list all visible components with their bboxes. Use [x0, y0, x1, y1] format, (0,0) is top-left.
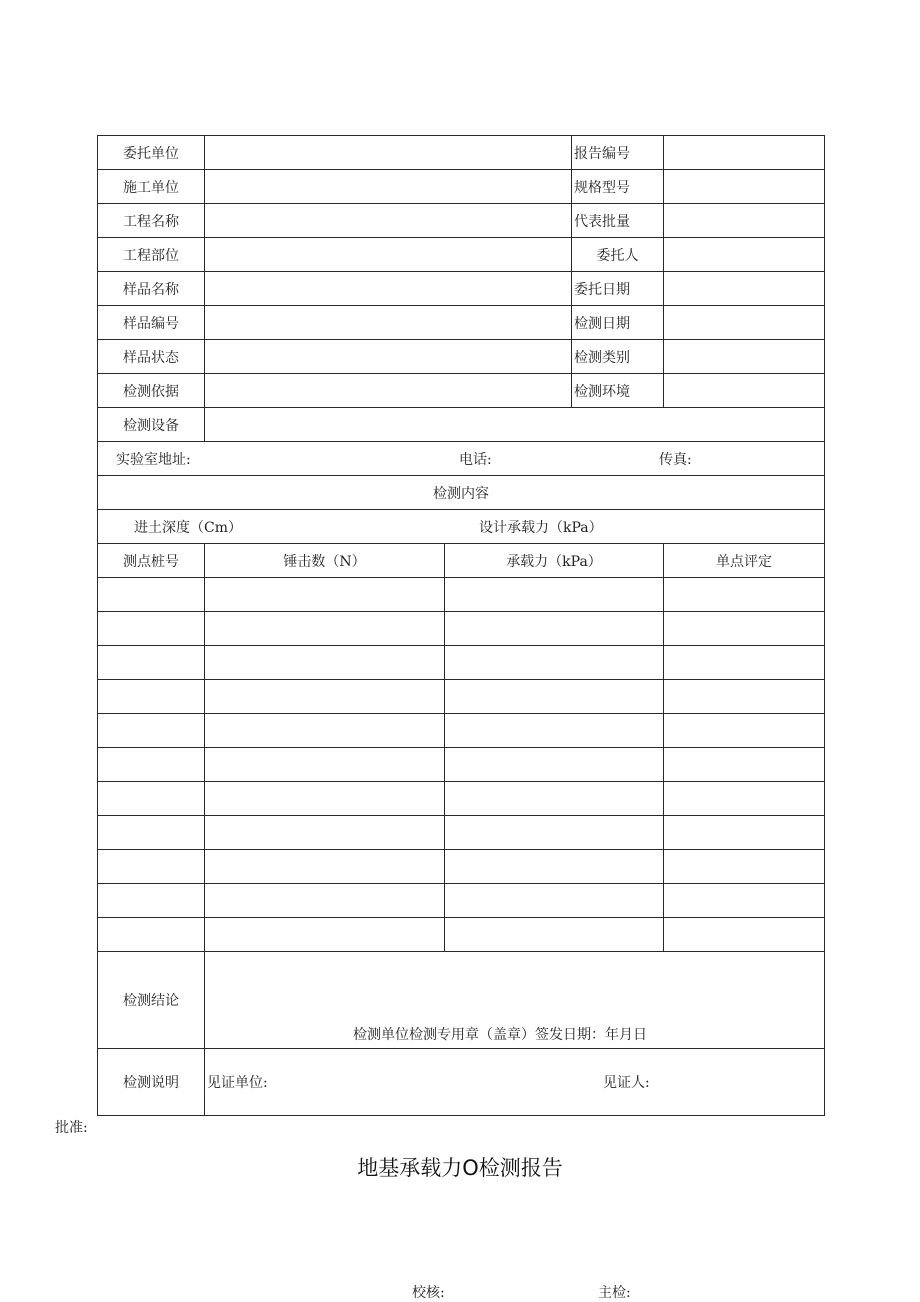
bearing-capacity-cell[interactable]	[445, 612, 664, 646]
table-row	[98, 918, 825, 952]
chief-label: 主检:	[598, 1285, 631, 1301]
content-title: 检测内容	[98, 476, 825, 510]
info-value-field[interactable]	[205, 204, 572, 238]
equipment-label: 检测设备	[98, 408, 205, 442]
blow-count-cell[interactable]	[205, 782, 445, 816]
info-row	[98, 170, 825, 204]
document-title: 地基承载力O检测报告	[357, 1156, 563, 1180]
info-value-field[interactable]	[205, 306, 572, 340]
info-value-field[interactable]	[205, 374, 572, 408]
point-number-cell[interactable]	[98, 816, 205, 850]
table-row	[98, 782, 825, 816]
table-row	[98, 680, 825, 714]
equipment-value-field[interactable]	[205, 408, 825, 442]
info-label: 检测依据	[98, 374, 205, 408]
evaluation-cell[interactable]	[664, 850, 825, 884]
info-value-field[interactable]	[205, 340, 572, 374]
remarks-label: 检测说明	[98, 1049, 205, 1116]
remarks-field[interactable]	[205, 1049, 825, 1116]
info-label: 样品名称	[98, 272, 205, 306]
info-row	[98, 374, 825, 408]
column-header: 单点评定	[664, 544, 825, 578]
bearing-capacity-cell[interactable]	[445, 646, 664, 680]
info-value-field[interactable]	[664, 238, 825, 272]
column-header: 锤击数（N）	[205, 544, 445, 578]
blow-count-cell[interactable]	[205, 748, 445, 782]
witness-person-label: 见证人:	[603, 1075, 650, 1091]
bearing-capacity-cell[interactable]	[445, 748, 664, 782]
info-label: 报告编号	[572, 136, 664, 170]
bearing-capacity-cell[interactable]	[445, 850, 664, 884]
lab-address-label: 实验室地址:	[116, 451, 191, 468]
info-label: 样品编号	[98, 306, 205, 340]
column-header-row	[98, 544, 825, 578]
blow-count-cell[interactable]	[205, 884, 445, 918]
info-row	[98, 204, 825, 238]
column-header: 承载力（kPa）	[445, 544, 664, 578]
lab-phone-label: 电话:	[459, 451, 492, 468]
info-label: 规格型号	[572, 170, 664, 204]
evaluation-cell[interactable]	[664, 748, 825, 782]
review-label: 校核:	[412, 1285, 445, 1301]
table-row	[98, 884, 825, 918]
info-value-field[interactable]	[664, 340, 825, 374]
bearing-capacity-cell[interactable]	[445, 578, 664, 612]
lab-info-cell	[98, 442, 825, 476]
table-row	[98, 646, 825, 680]
evaluation-cell[interactable]	[664, 612, 825, 646]
depth-label: 进土深度（Cm）	[134, 519, 242, 536]
info-label: 委托人	[572, 238, 664, 272]
info-value-field[interactable]	[664, 170, 825, 204]
depth-row	[98, 510, 825, 544]
design-capacity-label: 设计承载力（kPa）	[479, 519, 603, 536]
info-label: 检测日期	[572, 306, 664, 340]
content-title-row	[98, 476, 825, 510]
info-label: 代表批量	[572, 204, 664, 238]
info-label: 委托单位	[98, 136, 205, 170]
info-value-field[interactable]	[205, 238, 572, 272]
table-row	[98, 578, 825, 612]
lab-fax-label: 传真:	[659, 451, 692, 468]
info-value-field[interactable]	[664, 136, 825, 170]
info-value-field[interactable]	[205, 170, 572, 204]
point-number-cell[interactable]	[98, 748, 205, 782]
info-value-field[interactable]	[664, 204, 825, 238]
info-row	[98, 340, 825, 374]
blow-count-cell[interactable]	[205, 612, 445, 646]
evaluation-cell[interactable]	[664, 578, 825, 612]
evaluation-cell[interactable]	[664, 714, 825, 748]
table-row	[98, 714, 825, 748]
blow-count-cell[interactable]	[205, 680, 445, 714]
point-number-cell[interactable]	[98, 612, 205, 646]
info-row	[98, 272, 825, 306]
info-value-field[interactable]	[664, 374, 825, 408]
bearing-capacity-cell[interactable]	[445, 714, 664, 748]
table-row	[98, 612, 825, 646]
data-rows	[98, 578, 825, 952]
point-number-cell[interactable]	[98, 782, 205, 816]
evaluation-cell[interactable]	[664, 646, 825, 680]
equipment-row	[98, 408, 825, 442]
evaluation-cell[interactable]	[664, 816, 825, 850]
conclusion-row	[98, 952, 825, 1049]
conclusion-field[interactable]	[205, 952, 825, 1049]
point-number-cell[interactable]	[98, 578, 205, 612]
conclusion-stamp-text: 检测单位检测专用章（盖章）签发日期：年月日	[353, 1027, 647, 1043]
table-row	[98, 816, 825, 850]
table-row	[98, 850, 825, 884]
approve-label: 批准:	[55, 1120, 88, 1136]
blow-count-cell[interactable]	[205, 646, 445, 680]
bearing-capacity-cell[interactable]	[445, 680, 664, 714]
evaluation-cell[interactable]	[664, 680, 825, 714]
evaluation-cell[interactable]	[664, 918, 825, 952]
info-value-field[interactable]	[664, 272, 825, 306]
blow-count-cell[interactable]	[205, 578, 445, 612]
report-form-table	[97, 135, 825, 1116]
blow-count-cell[interactable]	[205, 816, 445, 850]
conclusion-label: 检测结论	[98, 952, 205, 1049]
column-header: 测点桩号	[98, 544, 205, 578]
witness-unit-label: 见证单位:	[207, 1075, 268, 1091]
info-label: 工程名称	[98, 204, 205, 238]
info-row	[98, 306, 825, 340]
point-number-cell[interactable]	[98, 884, 205, 918]
point-number-cell[interactable]	[98, 714, 205, 748]
info-value-field[interactable]	[205, 136, 572, 170]
bearing-capacity-cell[interactable]	[445, 782, 664, 816]
info-label: 施工单位	[98, 170, 205, 204]
info-row	[98, 238, 825, 272]
bearing-capacity-cell[interactable]	[445, 816, 664, 850]
evaluation-cell[interactable]	[664, 884, 825, 918]
info-label: 工程部位	[98, 238, 205, 272]
remarks-row	[98, 1049, 825, 1116]
point-number-cell[interactable]	[98, 680, 205, 714]
info-value-field[interactable]	[664, 306, 825, 340]
info-row	[98, 136, 825, 170]
point-number-cell[interactable]	[98, 850, 205, 884]
point-number-cell[interactable]	[98, 918, 205, 952]
point-number-cell[interactable]	[98, 646, 205, 680]
bearing-capacity-cell[interactable]	[445, 884, 664, 918]
info-label: 委托日期	[572, 272, 664, 306]
bearing-capacity-cell[interactable]	[445, 918, 664, 952]
info-label: 检测环境	[572, 374, 664, 408]
info-label: 检测类别	[572, 340, 664, 374]
blow-count-cell[interactable]	[205, 714, 445, 748]
info-label: 样品状态	[98, 340, 205, 374]
blow-count-cell[interactable]	[205, 850, 445, 884]
blow-count-cell[interactable]	[205, 918, 445, 952]
evaluation-cell[interactable]	[664, 782, 825, 816]
lab-info-row	[98, 442, 825, 476]
table-row	[98, 748, 825, 782]
depth-cell	[98, 510, 825, 544]
info-value-field[interactable]	[205, 272, 572, 306]
